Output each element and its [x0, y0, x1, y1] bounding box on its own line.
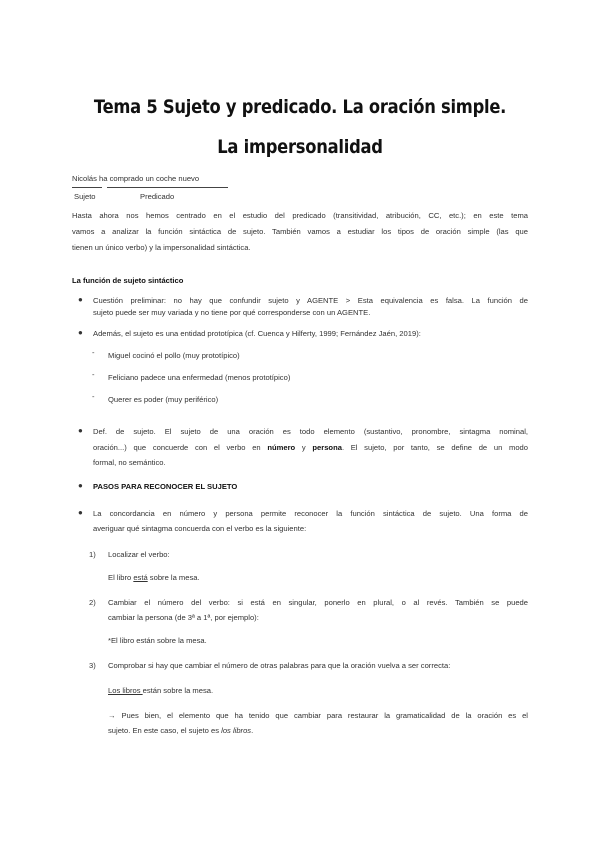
step1-example: [108, 570, 200, 585]
underlined-subject: Los libros: [108, 686, 143, 695]
title-line-1: Tema 5 Sujeto y predicado. La oración simple.: [93, 96, 507, 118]
bullet5-line-1: La concordancia en número y persona permite reconocer la función sintáctica de sujeto. Una forma de: [93, 509, 528, 518]
step2-line-1: Cambiar el número del verbo: si está en singular, ponerlo en plural, o al revés. También se puede: [108, 598, 528, 607]
sub-item-3: Querer es poder (muy periférico): [108, 395, 219, 404]
bullet3-line-3: formal, no semántico.: [93, 458, 166, 467]
section-heading: La función de sujeto sintáctico: [72, 276, 184, 285]
underlined-verb: está: [133, 573, 148, 582]
bullet3-line-1: Def. de sujeto. El sujeto de una oración es todo elemento (sustantivo, pronombre, sintagma nominal,: [93, 427, 528, 436]
bold-numero: número: [267, 443, 296, 452]
bullet5-line-2: averiguar qué sintagma concuerda con el verbo es la siguiente:: [93, 524, 307, 533]
dash-icon: -: [92, 392, 95, 401]
step2-example: *El libro están sobre la mesa.: [108, 636, 207, 645]
bullet1-line-1: Cuestión preliminar: no hay que confundir sujeto y AGENTE > Esta equivalencia es falsa. La función de: [93, 296, 528, 305]
predicate-underline: [107, 187, 228, 188]
text-segment: y: [295, 443, 313, 452]
bold-persona: persona: [312, 443, 342, 452]
bullet-icon: ●: [78, 295, 83, 304]
bullet1-line-2: sujeto puede ser muy variada y no tiene por qué corresponderse con un AGENTE.: [93, 308, 371, 317]
bullet-icon: ●: [78, 508, 83, 517]
text-segment: . El sujeto, por tanto, se define de un modo: [341, 443, 528, 452]
example-sentence: Nicolás ha comprado un coche nuevo: [72, 174, 200, 183]
bullet-icon: ●: [78, 328, 83, 337]
text-segment: .: [251, 726, 254, 735]
text-segment: están sobre la mesa.: [142, 686, 214, 695]
text-segment: sobre la mesa.: [147, 573, 200, 582]
step1-number: 1): [89, 550, 96, 559]
text-segment: oración...) que concuerde con el verbo en: [93, 443, 268, 452]
step3-example: [108, 683, 213, 698]
step3-number: 3): [89, 661, 96, 670]
sub-item-2: Feliciano padece una enfermedad (menos prototípico): [108, 373, 291, 382]
bullet2-line-1: Además, el sujeto es una entidad prototípica (cf. Cuenca y Hilferty, 1999; Fernández Jaén, 2019):: [93, 329, 421, 338]
dash-icon: -: [92, 348, 95, 357]
intro-line-3: tienen un único verbo) y la impersonalidad sintáctica.: [72, 243, 251, 252]
text-segment: El libro: [108, 573, 134, 582]
step3-text: Comprobar si hay que cambiar el número de otras palabras para que la oración vuelva a ser correcta:: [108, 661, 451, 670]
sub-item-1: Miguel cocinó el pollo (muy prototípico): [108, 351, 240, 360]
predicate-label: Predicado: [140, 192, 175, 201]
step1-text: Localizar el verbo:: [108, 550, 170, 559]
title-line-2: La impersonalidad: [217, 136, 383, 158]
subject-underline: [72, 187, 102, 188]
bullet-icon: ●: [78, 426, 83, 435]
intro-line-1: Hasta ahora nos hemos centrado en el estudio del predicado (transitividad, atribución, CC, etc.); en este tema: [72, 211, 528, 220]
text-segment: sujeto. En este caso, el sujeto es: [108, 726, 222, 735]
bullet3-line-2: [93, 440, 528, 455]
dash-icon: -: [92, 370, 95, 379]
bullet-icon: ●: [78, 481, 83, 490]
intro-line-2: vamos a analizar la función sintáctica de sujeto. También vamos a estudiar los tipos de oración simple (las que: [72, 227, 528, 236]
step3-conclusion-line-1: → Pues bien, el elemento que ha tenido que cambiar para restaurar la gramaticalidad de la oración es el: [108, 711, 528, 720]
italic-subject: los libros: [221, 726, 252, 735]
steps-heading: PASOS PARA RECONOCER EL SUJETO: [93, 482, 238, 491]
step2-number: 2): [89, 598, 96, 607]
subject-label: Sujeto: [74, 192, 96, 201]
step3-conclusion-line-2: [108, 723, 253, 738]
step2-line-2: cambiar la persona (de 3ª a 1ª, por ejemplo):: [108, 613, 259, 622]
